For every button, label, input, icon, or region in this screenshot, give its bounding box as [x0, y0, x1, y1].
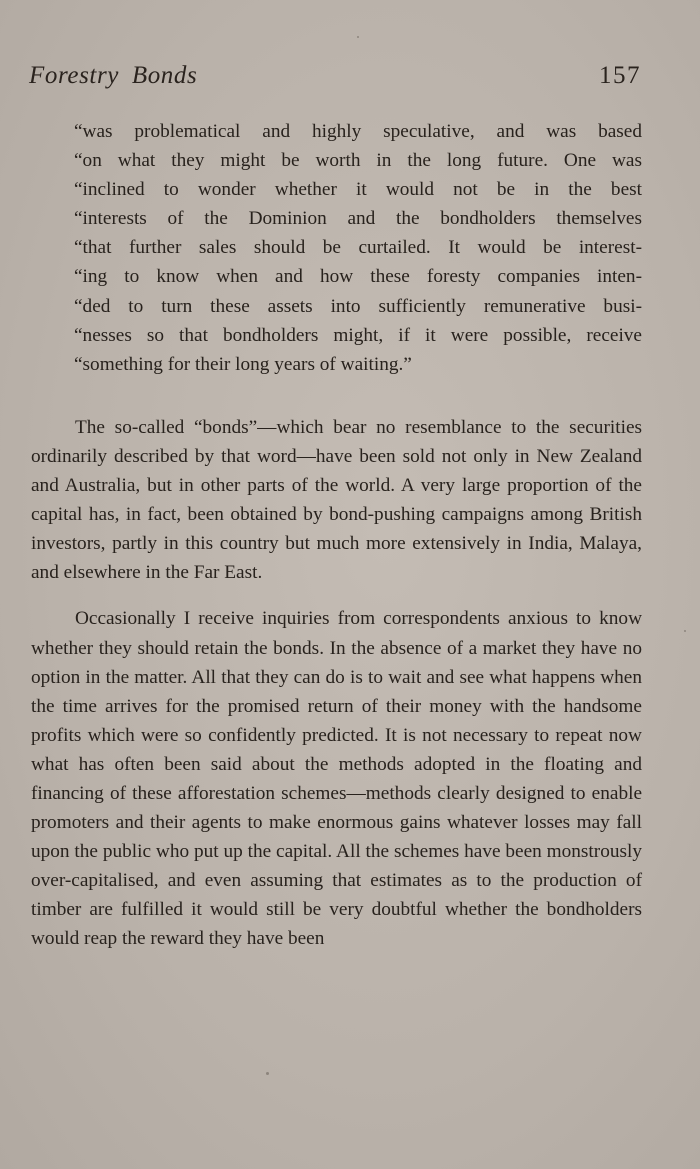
block-quote — [74, 117, 642, 379]
page-number: 157 — [599, 62, 641, 89]
paragraph: Occasionally I receive inquiries from correspondents anxious to know whether they should retain the bonds. In the absence of a market they have no option in the matter. All that they can do is to wait and see what happens when the time arrives for the promised return of their money with the handsome profits which were so confidently predicted. It is not necessary to repeat now what has often been said about the methods adopted in the floating and financing of these afforestation schemes—methods clearly designed to enable promoters and their agents to make enormous gains whatever losses may fall upon the public who put up the capital. All the schemes have been monstrously over-capitalised, and even assuming that estimates as to the production of timber are fulfilled it would still be very doubtful whether the bondholders would reap the reward they have been — [31, 608, 642, 950]
paragraph: The so-called “bonds”—which bear no resemblance to the securities ordinarily described by that word—have been sold not only in New Zealand and Australia, but in other parts of the world. A very large proportion of the capital has, in fact, been obtained by bond-pushing campaigns among British investors, partly in this country but much more extensively in India, Malaya, and elsewhere in the Far East. — [31, 416, 642, 584]
quote-line: “ded to turn these assets into sufficiently remunerative busi- — [74, 295, 642, 317]
body-text — [31, 117, 642, 954]
paper-speck — [357, 36, 359, 38]
running-title: Forestry Bonds — [29, 62, 198, 89]
paper-speck — [266, 1072, 269, 1075]
quote-line: “nesses so that bondholders might, if it were possible, receive — [74, 324, 642, 346]
quote-line: “inclined to wonder whether it would not be in the best — [74, 179, 642, 201]
quote-line: “ing to know when and how these foresty companies inten- — [74, 266, 642, 288]
paper-speck — [684, 630, 686, 632]
quote-line: “something for their long years of waiting.” — [74, 353, 412, 375]
quote-line: “was problematical and highly speculative, and was based — [74, 121, 642, 142]
quote-line: “on what they might be worth in the long future. One was — [74, 150, 642, 172]
running-head — [29, 62, 641, 96]
paragraph-gap — [31, 379, 642, 413]
quote-line: “interests of the Dominion and the bondholders themselves — [74, 208, 642, 230]
quote-line: “that further sales should be curtailed. It would be interest- — [74, 237, 642, 259]
paragraph-gap — [31, 587, 642, 604]
